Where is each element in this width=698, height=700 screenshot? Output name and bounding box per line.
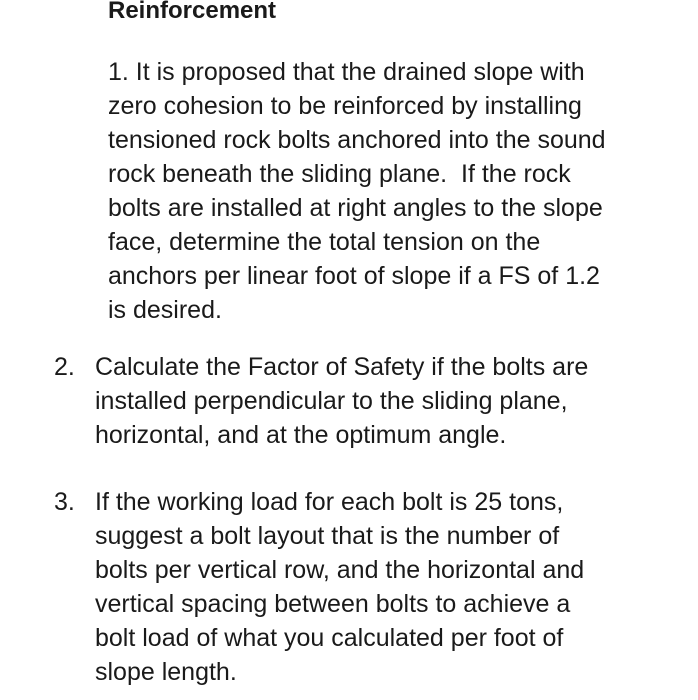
text-line: If the working load for each bolt is 25 tons, [95, 488, 564, 516]
text-line: is desired. [108, 296, 222, 324]
text-line: suggest a bolt layout that is the number of [95, 522, 560, 550]
text-line: face, determine the total tension on the [108, 228, 541, 256]
text-line: anchors per linear foot of slope if a FS of 1.2 [108, 262, 600, 290]
text-line: bolts per vertical row, and the horizontal and [95, 556, 585, 584]
text-line: tensioned rock bolts anchored into the sound [108, 126, 606, 154]
text-line: horizontal, and at the optimum angle. [95, 421, 507, 449]
text-line: bolts are installed at right angles to the slope [108, 194, 603, 222]
text-line: installed perpendicular to the sliding plane, [95, 387, 568, 415]
text-line: vertical spacing between bolts to achieve a [95, 590, 571, 618]
list-item-1 [108, 55, 606, 327]
list-number: 3. [54, 488, 75, 516]
list-item-body [95, 485, 584, 689]
text-line: slope length. [95, 658, 237, 686]
text-line: rock beneath the sliding plane. If the rock [108, 160, 571, 188]
text-line: Calculate the Factor of Safety if the bolts are [95, 353, 589, 381]
list-item-body [95, 350, 588, 452]
text-line: bolt load of what you calculated per foot of [95, 624, 564, 652]
section-heading: Reinforcement [108, 0, 277, 24]
text-line: 1. It is proposed that the drained slope with [108, 58, 585, 86]
text-line: zero cohesion to be reinforced by installing [108, 92, 582, 120]
list-number: 2. [54, 353, 75, 381]
